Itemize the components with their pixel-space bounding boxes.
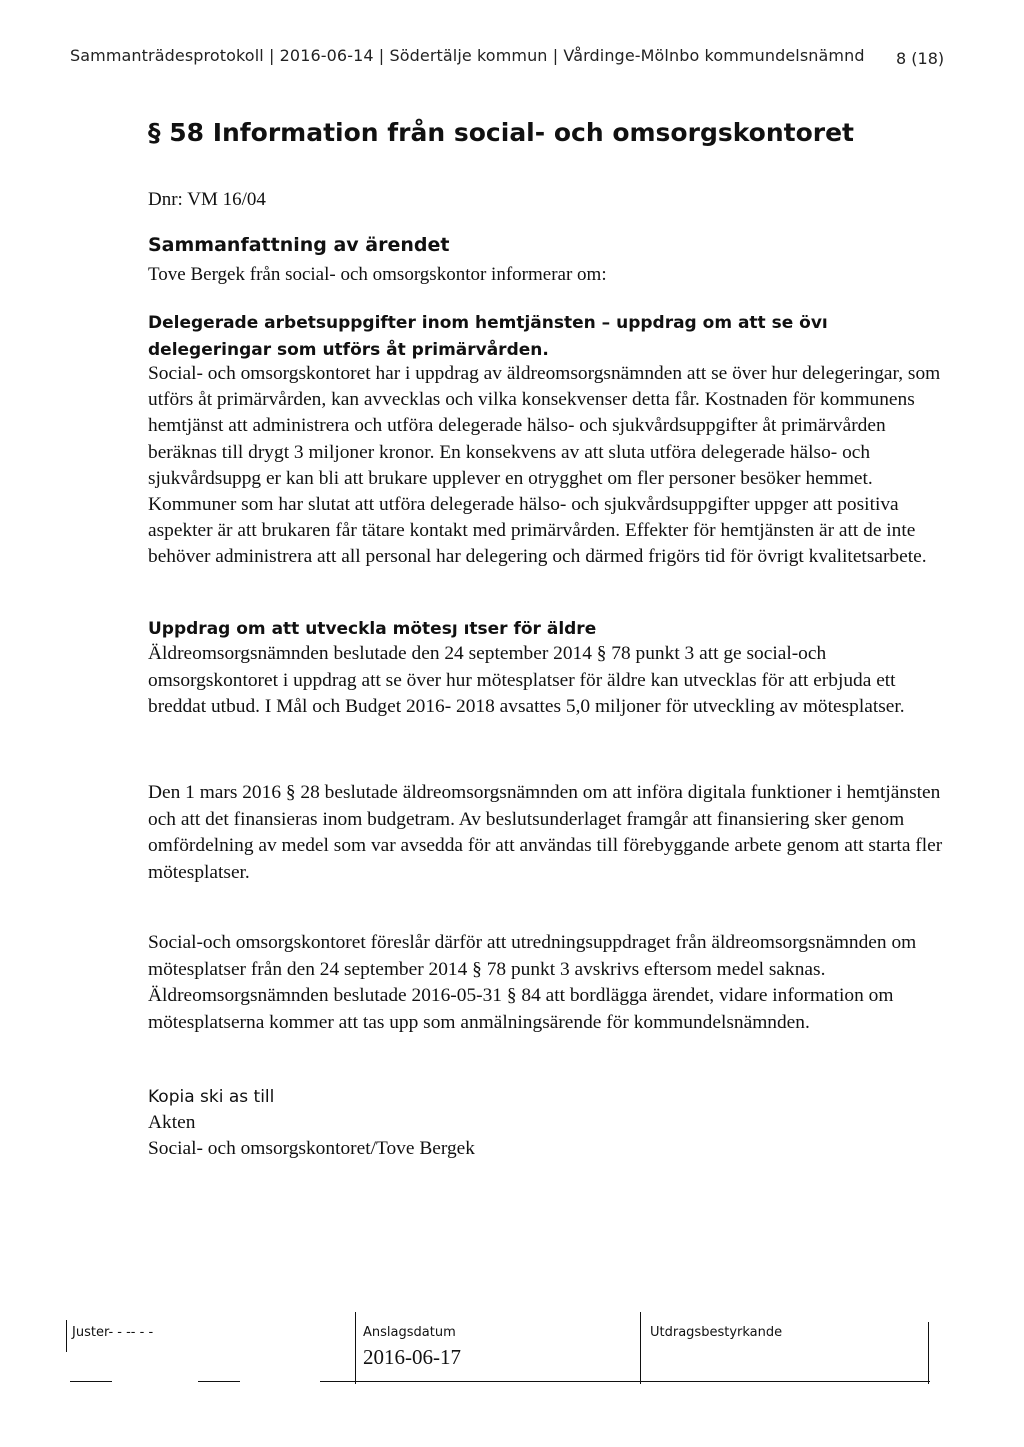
section-title: § 58 Information från social- och omsorgskontoret <box>148 118 855 147</box>
copy-recipient: Social- och omsorgskontoret/Tove Bergek <box>148 1138 475 1159</box>
utdrag-label: Utdragsbestyrkande <box>650 1325 783 1340</box>
topic1-heading-line1: Delegerade arbetsuppgifter inom hemtjänsten – uppdrag om att se övı <box>148 313 828 333</box>
copy-label: Kopia ski as till <box>148 1087 275 1107</box>
footer-divider <box>928 1322 929 1384</box>
signature-line <box>70 1381 112 1382</box>
summary-heading: Sammanfattning av ärendet <box>148 234 450 256</box>
signature-line <box>198 1381 240 1382</box>
page-number: 8 (18) <box>896 49 945 68</box>
footer-bottom-line <box>320 1381 930 1382</box>
topic1-heading-line2: delegeringar som utförs åt primärvården. <box>148 340 549 360</box>
document-header: Sammanträdesprotokoll | 2016-06-14 | Södertälje kommun | Vårdinge-Mölnbo kommundelsnämnd <box>70 46 865 65</box>
topic1-body: Social- och omsorgskontoret har i uppdrag av äldreomsorgsnämnden att se över hur delegeringar, som utförs åt primärvården, kan avvecklas och vilka konsekvenser detta får. Kostnaden för kommunens hemtjänst att administrera och utföra delegerade hälso- och sjukvårdsuppgifter åt primärvården beräknas till drygt 3 miljoner kronor. En konsekvens av att sluta utföra delegerade hälso- och sjukvårdsuppg er kan bli att brukare upplever en otrygghet om fler personer besöker hemmet. Kommuner som har slutat att utföra delegerade hälso- och sjukvårdsuppgifter uppger att positiva aspekter är att brukaren får tätare kontakt med primärvården. Effekter för hemtjänsten är att de inte behöver administrera att all personal har delegering och därmed frigörs tid för övrigt kvalitetsarbete. <box>148 363 941 568</box>
footer-divider <box>355 1312 356 1384</box>
footer-divider <box>640 1312 641 1384</box>
intro-text: Tove Bergek från social- och omsorgskontor informerar om: <box>148 264 607 285</box>
diary-number: Dnr: VM 16/04 <box>148 189 266 210</box>
footer-divider <box>66 1320 67 1352</box>
topic2-paragraph-1: Äldreomsorgsnämnden beslutade den 24 september 2014 § 78 punkt 3 att ge social-och omsorgskontoret i uppdrag att se över hur mötesplatser för äldre kan utvecklas för att erbjuda ett breddat utbud. I Mål och Budget 2016- 2018 avsattes 5,0 miljoner för utveckling av mötesplatser. <box>148 643 905 717</box>
topic2-heading: Uppdrag om att utveckla mötesȷ ıtser för äldre <box>148 619 597 639</box>
anslag-label: Anslagsdatum <box>363 1325 456 1340</box>
topic2-paragraph-3: Social-och omsorgskontoret föreslår därför att utredningsuppdraget från äldreomsorgsnämnden om mötesplatser från den 24 september 2014 § 78 punkt 3 avskrivs eftersom medel saknas. Äldreomsorgsnämnden beslutade 2016-05-31 § 84 att bordlägga ärendet, vidare information om mötesplatserna kommer att tas upp som anmälningsärende för kommundelsnämnden. <box>148 932 917 1033</box>
topic2-paragraph-2: Den 1 mars 2016 § 28 beslutade äldreomsorgsnämnden om att införa digitala funktioner i hemtjänsten och att det finansieras inom budgetram. Av beslutsunderlaget framgår att finansiering sker genom omfördelning av medel som var avsedda för att användas till förebyggande arbete genom att starta fler mötesplatser. <box>148 782 943 883</box>
justering-label: Juster- - -- - - <box>72 1325 154 1340</box>
anslag-date: 2016-06-17 <box>363 1345 461 1369</box>
copy-recipient: Akten <box>148 1112 196 1133</box>
